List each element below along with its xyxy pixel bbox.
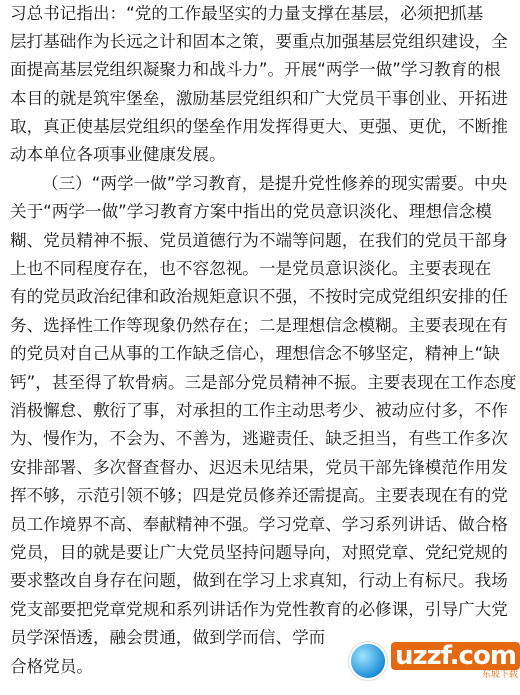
text-line: 党员，目的就是要让广大党员坚持问题导向，对照党章、党纪党规的 — [10, 543, 508, 562]
text-line: 要求整改自身存在问题，做到在学习上求真知，行动上有标尺。我场 — [10, 571, 508, 590]
text-line: 钙”，甚至得了软骨病。三是部分党员精神不振。主要表现在工作态度 — [10, 373, 517, 392]
text-line: 员工作境界不高、奉献精神不强。学习党章、学习系列讲话、做合格 — [10, 515, 508, 534]
text-line: 面提高基层党组织凝聚力和战斗力”。开展“两学一做”学习教育的根 — [10, 60, 501, 79]
watermark-brand: uzzf.com — [391, 642, 520, 670]
text-line: 有的党员政治纪律和政治规矩意识不强，不按时完成党组织安排的任 — [10, 287, 508, 306]
text-line: 层打基础作为长远之计和固本之策，要重点加强基层党组织建设，全 — [10, 32, 508, 51]
watermark-subtitle: 东坡下载 — [391, 671, 520, 680]
paragraph-first-line: （三）“两学一做”学习教育，是提升党性修养的现实需要。中央 — [42, 174, 508, 193]
text-line: 务、选择性工作等现象仍然存在；二是理想信念模糊。主要表现在有 — [10, 316, 508, 335]
text-line: 习总书记指出：“党的工作最坚实的力量支撑在基层，必须把抓基 — [10, 4, 484, 23]
text-line: 挥不够，示范引领不够；四是党员修养还需提高。主要表现在有的党 — [10, 486, 508, 505]
text-line: 消极懈怠、敷衍了事，对承担的工作主动思考少、被动应付多，不作 — [10, 401, 508, 420]
text-line: 关于“两学一做”学习教育方案中指出的党员意识淡化、理想信念模 — [10, 202, 492, 221]
text-line: 糊、党员精神不振、党员道德行为不端等问题，在我们的党员干部身 — [10, 231, 508, 250]
text-line: 的党员对自己从事的工作缺乏信心，理想信念不够坚定，精神上“缺 — [10, 344, 500, 363]
text-line: 上也不同程度存在，也不容忽视。一是党员意识淡化。主要表现在 — [10, 259, 492, 278]
text-line: 合格党员。 — [10, 657, 93, 676]
text-line: 为、慢作为，不会为、不善为，逃避责任、缺乏担当，有些工作多次 — [10, 429, 508, 448]
text-line: 取，真正使基层党组织的堡垒作用发挥得更大、更强、更优，不断推 — [10, 117, 508, 136]
text-line: 员学深悟透，融会贯通，做到学而信、学而 — [10, 628, 326, 647]
text-line: 安排部署、多次督查督办、迟迟未见结果，党员干部先锋模范作用发 — [10, 458, 508, 477]
text-line: 党支部要把党章党规和系列讲话作为党性教育的必修课，引导广大党 — [10, 600, 508, 619]
text-line: 本目的就是筑牢堡垒，激励基层党组织和广大党员干事创业、开拓进 — [10, 89, 508, 108]
text-line: 动本单位各项事业健康发展。 — [10, 145, 226, 164]
